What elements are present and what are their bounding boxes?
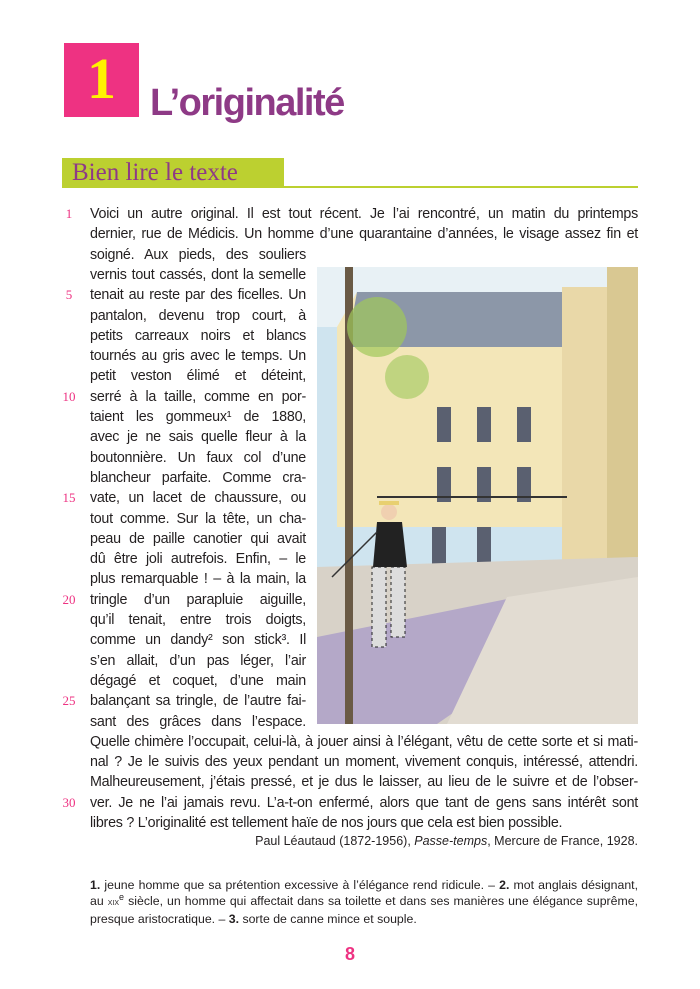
text-line: ver. Je ne l’ai jamais revu. L’a-t-on enfermé, alors que tant de gens sans intérêt sont [90, 794, 638, 811]
footnote-text: sorte de canne mince et souple. [239, 912, 417, 926]
footnote-number: 2. [499, 878, 510, 892]
text-line: tournés au gris avec le temps. Un [90, 348, 306, 365]
text-line: tringle d’un parapluie aiguille, [90, 591, 306, 608]
text-line: plus remarquable ! – à la main, la [90, 571, 306, 588]
text-line: libres ? L’originalité est tellement haïe de nos jours que cela est bien possible. [90, 815, 563, 831]
text-line: dernier, rue de Médicis. Un homme d’une quarantaine d’années, le visage assez fin et [90, 226, 638, 243]
line-number: 30 [62, 794, 76, 810]
text-line: qu’il tenait, entre trois doigts, [90, 612, 306, 628]
text-line: Voici un autre original. Il est tout récent. Je l’ai rencontré, un matin du printemps [90, 206, 638, 222]
text-line: tout comme. Sur la tête, un cha- [90, 510, 306, 527]
text-line: taient les gommeux¹ de 1880, [90, 409, 306, 425]
citation [255, 834, 638, 848]
line-number: 25 [62, 693, 76, 709]
chapter-title: L’originalité [150, 82, 344, 124]
citation-publisher: , Mercure de France, 1928. [487, 834, 638, 848]
footnote-number: 3. [228, 912, 240, 926]
text-line: vate, un lacet de chaussure, ou [90, 490, 306, 507]
text-line: peau de paille canotier qui avait [90, 530, 306, 547]
illustration-dandy-street [317, 267, 638, 724]
chapter-number: 1 [87, 46, 116, 111]
text-line: dégagé et coquet, d’une main [90, 672, 306, 689]
footnote-text: siècle, un homme qui affectait dans sa toilette et dans ses manières une élégance suprême, presque aristocratique. – [90, 894, 638, 926]
text-line: sant des grâces dans l’espace. [90, 713, 306, 730]
footnote-text: mot anglais désignant, au [90, 878, 638, 908]
text-line: boutonnière. Un faux col d’une [90, 449, 306, 466]
text-line: pantalon, devenu trop court, à [90, 307, 306, 324]
line-number: 10 [62, 388, 76, 404]
line-number: 15 [62, 490, 76, 506]
line-number: 1 [65, 206, 73, 221]
text-line: soigné. Aux pieds, des souliers [90, 246, 306, 263]
footnote-number: 1. [90, 878, 101, 892]
text-line: s’en allait, d’un pas léger, l’air [90, 652, 306, 669]
section-heading-box [62, 158, 284, 188]
text-line: blancheur parfaite. Comme cra- [90, 469, 306, 486]
footnote-text: jeune homme que sa prétention excessive à l’élégance rend ridicule. – [100, 878, 500, 892]
text-line: avec je ne sais quelle fleur à la [90, 429, 306, 446]
superscript: e [119, 891, 125, 902]
text-line: dû être joli autrefois. Enfin, – le [90, 551, 306, 568]
text-line: vernis tout cassés, dont la semelle [90, 266, 306, 283]
chapter-number-box [64, 43, 139, 117]
text-line: Malheureusement, j’étais pressé, et je dus le laisser, au lieu de le suivre et de l’obser- [90, 774, 638, 791]
page-number: 8 [344, 944, 355, 964]
century-numeral: xix [107, 897, 120, 908]
section-rule [284, 186, 638, 188]
text-line: petit veston élimé et déteint, [90, 368, 306, 385]
citation-work: Passe-temps [414, 834, 488, 848]
text-line: tenait au reste par des ficelles. Un [90, 287, 306, 304]
text-line: balançant sa tringle, de l’autre fai- [90, 693, 306, 710]
footnotes [90, 877, 638, 927]
text-line: comme un dandy² son stick³. Il [90, 632, 306, 649]
line-number: 5 [65, 287, 73, 303]
section-title: Bien lire le texte [72, 159, 238, 186]
line-number: 20 [62, 591, 76, 607]
text-line: petits carreaux noirs et blancs [90, 327, 306, 344]
text-line: serré à la taille, comme en por- [90, 388, 306, 405]
text-line: Quelle chimère l’occupait, celui-là, à jouer ainsi à l’élégant, vêtu de cette sorte et si mati- [90, 733, 638, 750]
text-line: nal ? Je le suivis des yeux pendant un moment, vivement conquis, intéressé, attendri. [90, 754, 638, 771]
citation-author: Paul Léautaud (1872-1956), [255, 834, 415, 848]
